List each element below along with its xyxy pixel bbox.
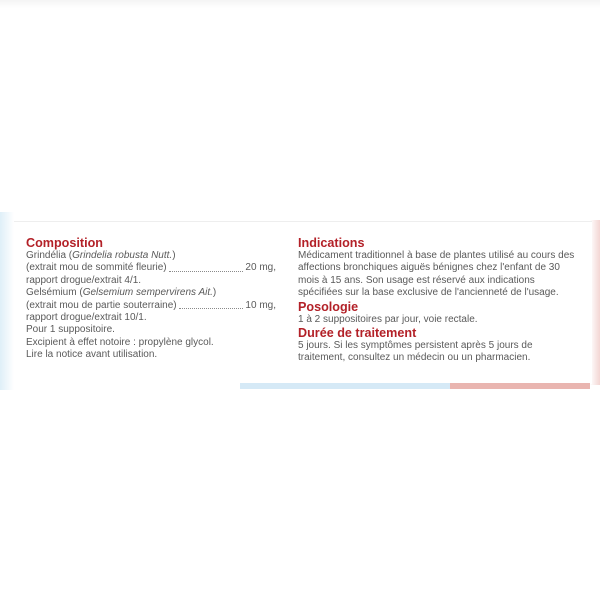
posologie-heading: Posologie (298, 299, 359, 314)
bottom-blue-accent (240, 383, 450, 389)
grindelia-line (26, 250, 276, 262)
grindelia-prefix: Grindélia ( (26, 250, 73, 261)
gelsemium-line (26, 287, 276, 299)
grindelia-dose: 20 mg, (245, 262, 276, 274)
gelsemium-dose: 10 mg, (245, 299, 276, 311)
gelsemium-extract: (extrait mou de partie souterraine) (26, 299, 177, 311)
gelsemium-suffix: ) (212, 287, 217, 299)
box-top-edge (0, 0, 600, 8)
dotted-leader (179, 308, 244, 309)
duree-heading: Durée de traitement (298, 326, 417, 341)
gelsemium-prefix: Gelsémium ( (26, 287, 83, 299)
grindelia-extract-line (26, 262, 276, 274)
gelsemium-ratio: rapport drogue/extrait 10/1. (26, 312, 147, 324)
indications-heading: Indications (298, 236, 365, 250)
info-section (298, 236, 580, 365)
grindelia-ratio: rapport drogue/extrait 4/1. (26, 274, 142, 286)
left-blue-accent (0, 212, 14, 390)
indications-text: Médicament traditionnel à base de plantes utilisé au cours des affections bronchiques aiguës bénignes chez l'enfant de 30 mois à 15 ans. Son usage est réservé aux indications spécifiées sur la base exclusive de l'ancienneté de l'usage. (298, 250, 575, 299)
grindelia-extract: (extrait mou de sommité fleurie) (26, 262, 167, 274)
composition-section (26, 236, 276, 362)
duree-text: 5 jours. Si les symptômes persistent après 5 jours de traitement, consultez un médecin ou un pharmacien. (298, 340, 533, 364)
grindelia-latin-name: Grindelia robusta Nutt. (72, 250, 173, 261)
excipient-text: Excipient à effet notoire : propylène glycol. (26, 336, 214, 348)
bottom-red-accent (450, 383, 590, 389)
notice-text: Lire la notice avant utilisation. (26, 349, 158, 361)
composition-heading: Composition (26, 236, 103, 250)
grindelia-suffix: ) (172, 250, 176, 261)
dotted-leader (169, 271, 244, 272)
gelsemium-latin-name: Gelsemium sempervirens Ait. (82, 287, 213, 299)
gelsemium-extract-line (26, 300, 276, 312)
posologie-text: 1 à 2 suppositoires par jour, voie rectale. (298, 313, 478, 325)
per-unit-text: Pour 1 suppositoire. (26, 324, 115, 336)
